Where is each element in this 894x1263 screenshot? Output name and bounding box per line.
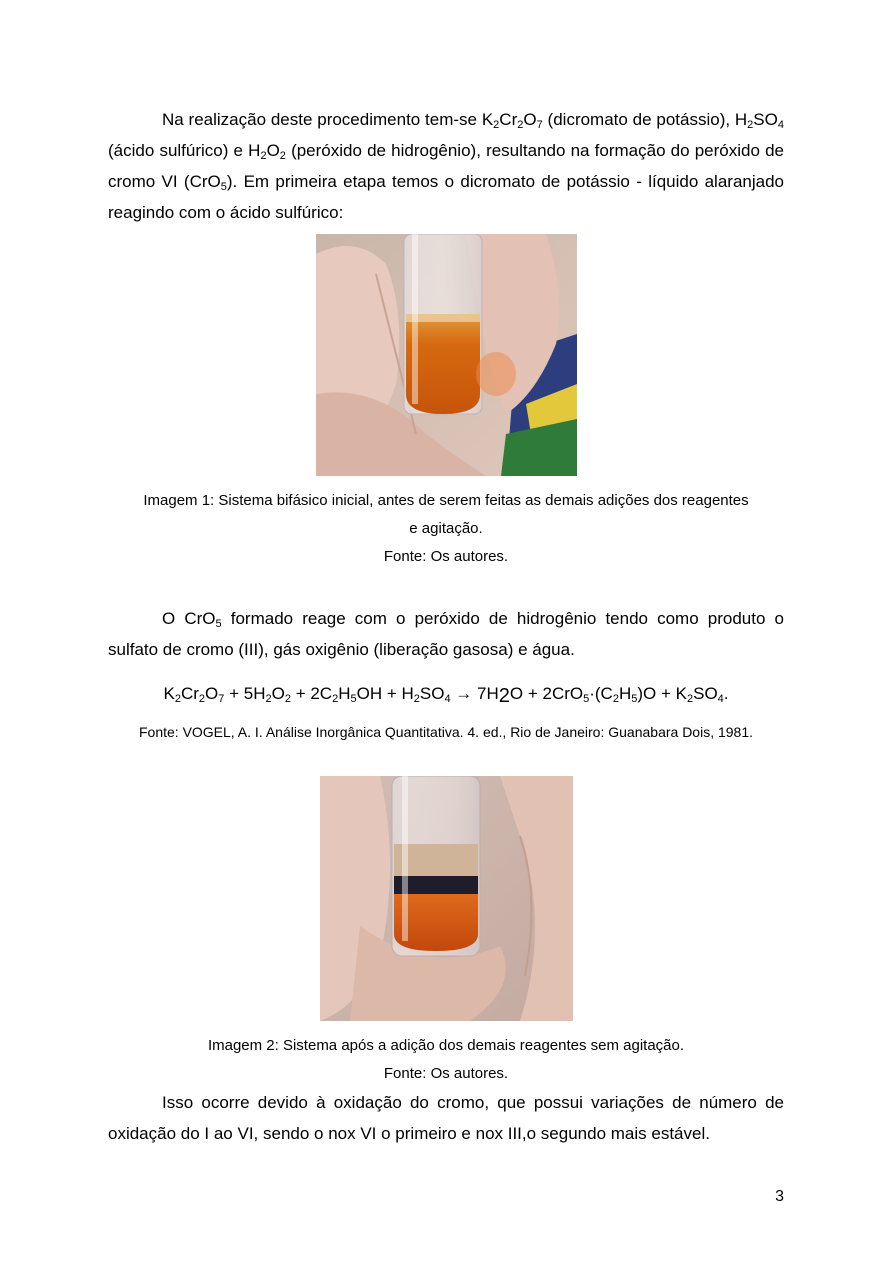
figure2-caption-text: Imagem 2: Sistema após a adição dos demais reagentes sem agitação. [207, 1037, 685, 1054]
figure1-source: Fonte: Os autores. [383, 548, 509, 565]
page-number: 3 [775, 1188, 784, 1205]
paragraph-oxidation: Isso ocorre devido à oxidação do cromo, que possui variações de número de oxidação do I ao VI, sendo o nox VI o primeiro e nox III,o segundo mais estável. [108, 1093, 784, 1143]
figure1-caption [108, 487, 784, 571]
figure1-photo [316, 234, 577, 476]
figure1-caption-line2: e agitação. [409, 520, 483, 537]
figure2-photo [320, 776, 573, 1021]
equation-reference: Fonte: VOGEL, A. I. Análise Inorgânica Quantitativa. 4. ed., Rio de Janeiro: Guanabara Dois, 1981. [138, 724, 754, 740]
figure1-caption-line1: Imagem 1: Sistema bifásico inicial, antes de serem feitas as demais adições dos reagentes [143, 492, 749, 509]
paragraph-intro: Na realização deste procedimento tem-se $K_2Cr_2O_7$ (dicromato de potássio), $H_2SO_4$ (ácido sulfúrico) e $H_2O_2$ (peróxido de hidrogênio), resultando na formação do peróxido de cromo VI (CrO$_5$). Em primeira etapa temos o dicromato de potássio - líquido alaranjado reagindo com o ácido sulfúrico: [108, 110, 784, 222]
paragraph-reaction: O CrO$_5$ formado reage com o peróxido de hidrogênio tendo como produto o sulfato de cromo (III), gás oxigênio (liberação gasosa) e água. [108, 609, 785, 659]
figure2-source: Fonte: Os autores. [383, 1065, 509, 1082]
chemical-equation: $K_2Cr_2O_7 + 5H_2O_2 + 2C_2H_5OH + H_2SO_4 \to 7H2O + 2CrO_5\cdot(C_2H_5)O + K_2SO_4$. [163, 684, 729, 707]
figure2-caption [108, 1032, 784, 1088]
